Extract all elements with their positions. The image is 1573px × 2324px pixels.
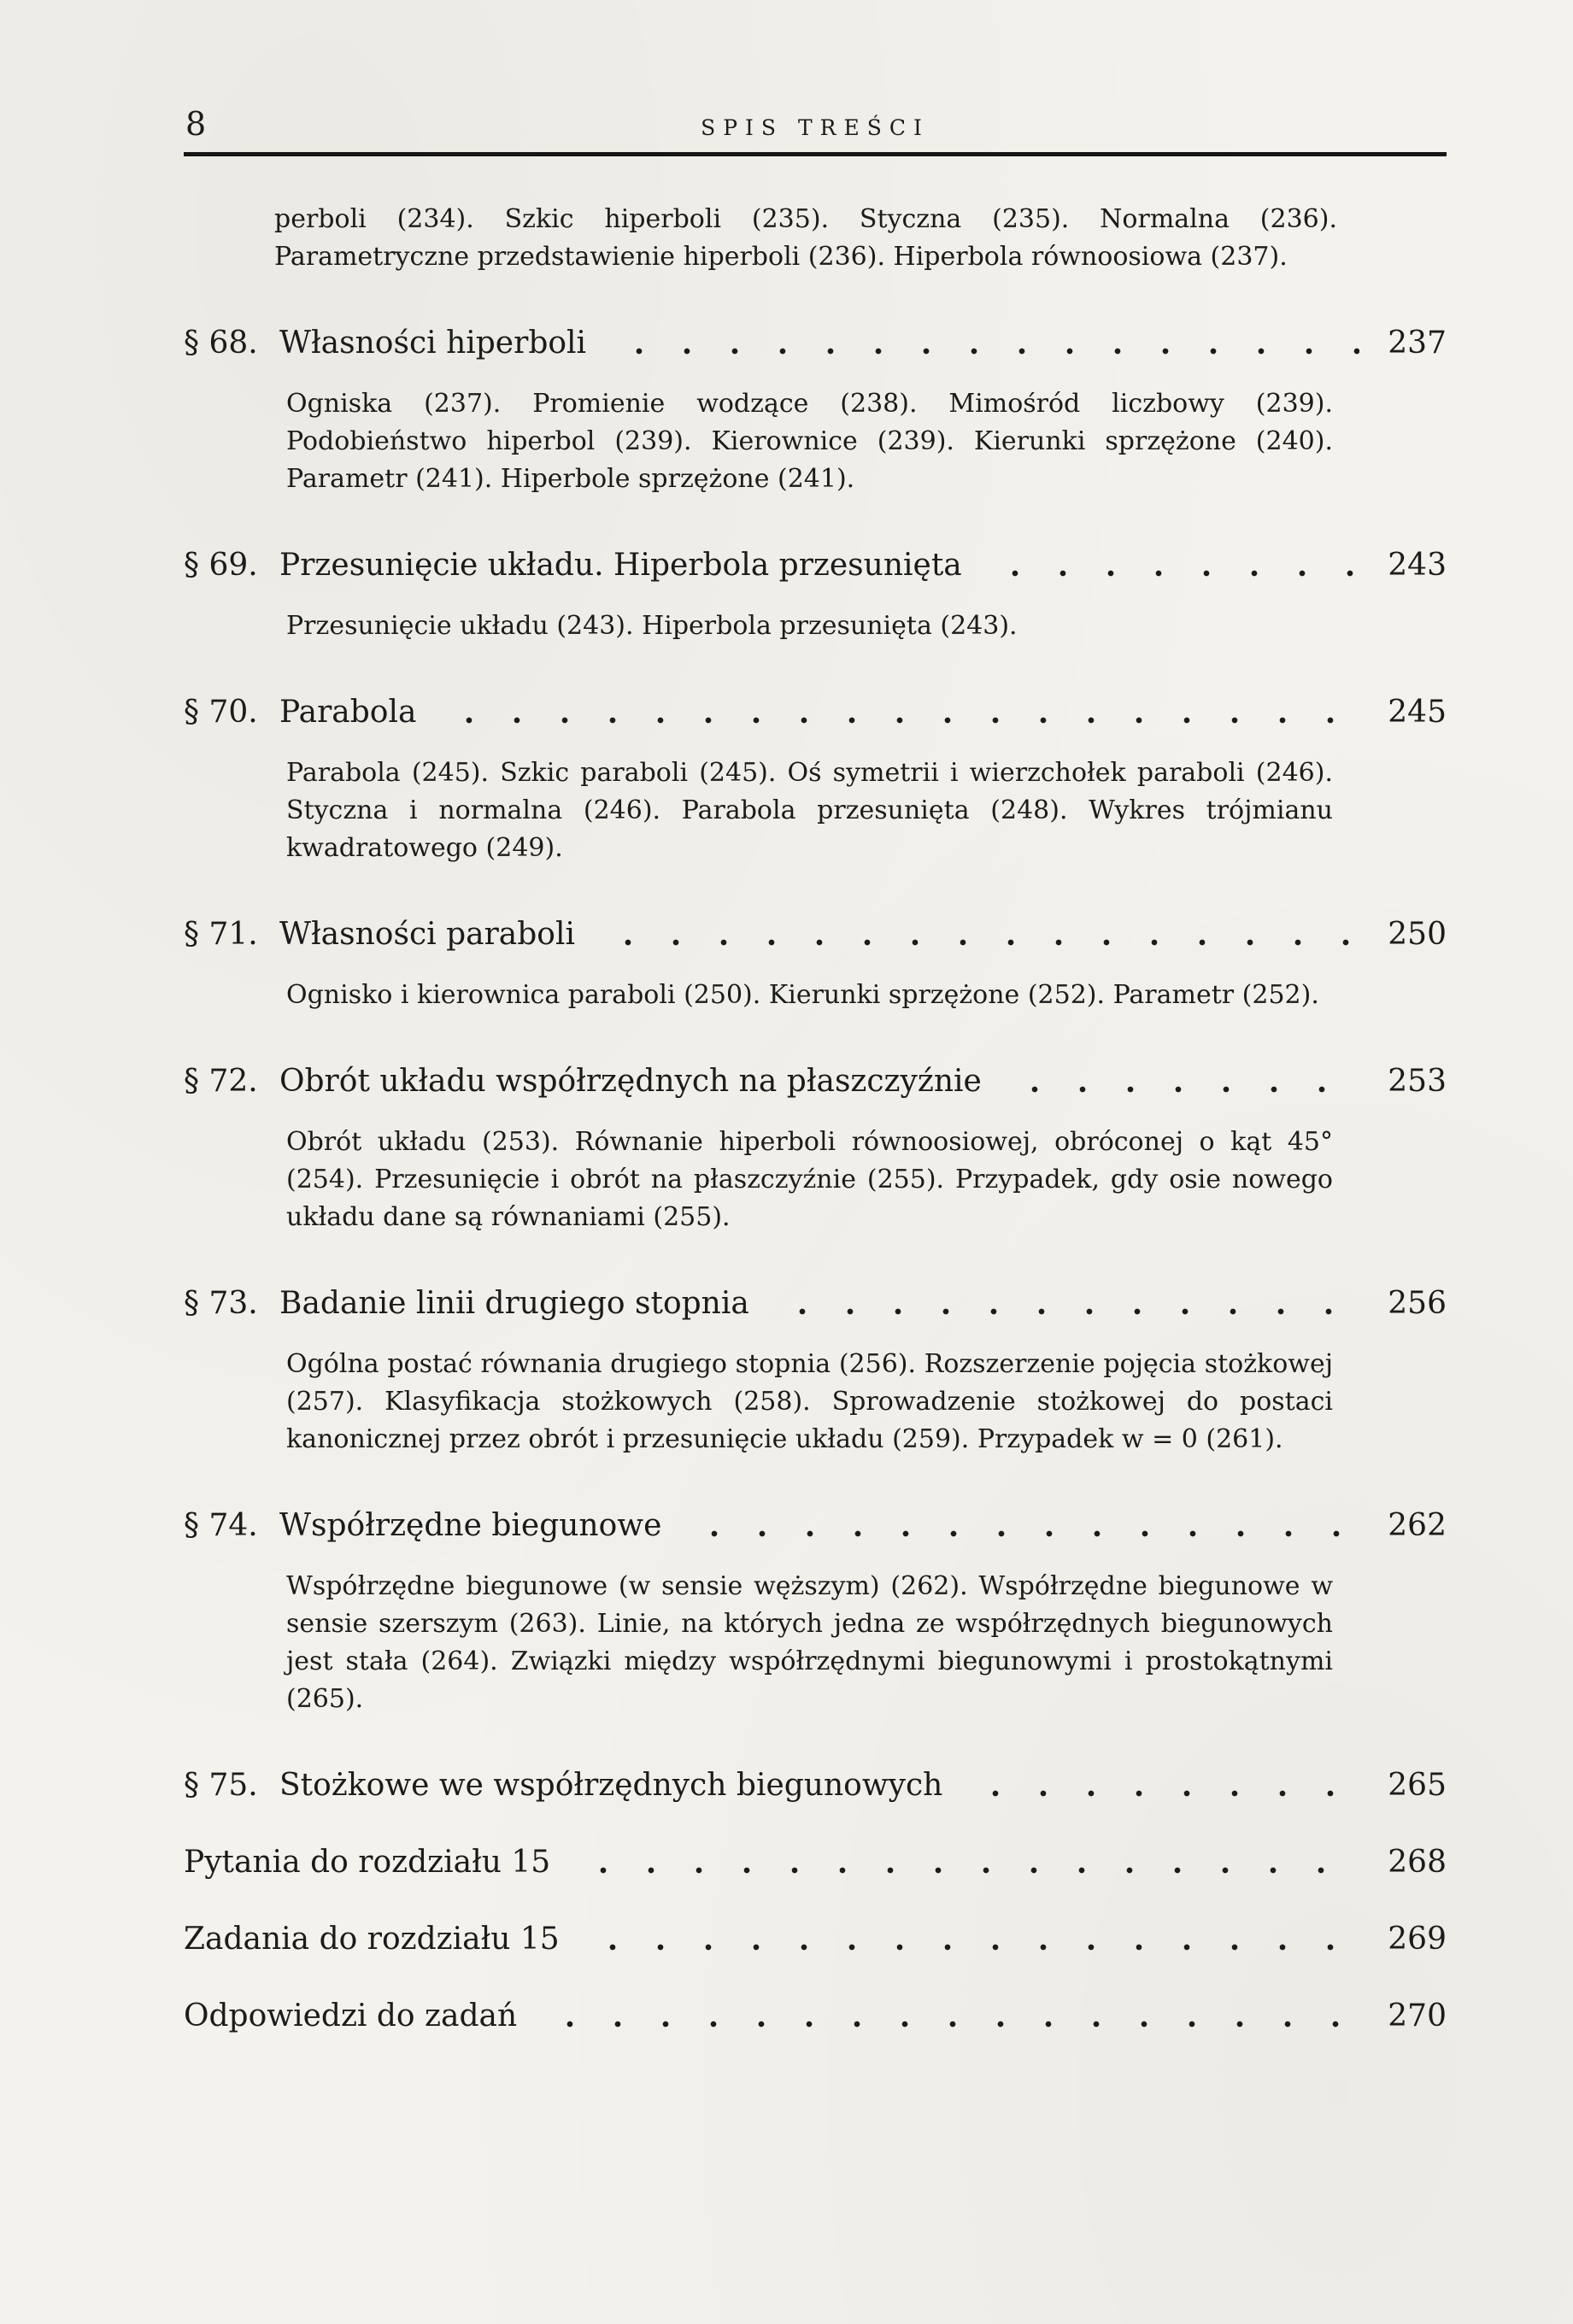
section-prefix: § 71. [184, 917, 258, 952]
target-page-number: 265 [1388, 1768, 1447, 1803]
toc-entry-head [184, 1506, 1447, 1546]
section-title: Własności hiperboli [279, 326, 587, 361]
target-page-number: 269 [1388, 1922, 1447, 1957]
section-title: Odpowiedzi do zadań [184, 1998, 518, 2034]
dot-leader [690, 1506, 1359, 1546]
section-prefix: § 68. [184, 326, 258, 361]
dot-leader [604, 915, 1359, 954]
dot-leader [991, 546, 1359, 585]
toc-entry-head [184, 1284, 1447, 1323]
target-page-number: 256 [1388, 1286, 1447, 1321]
toc-entry [184, 324, 1447, 498]
running-title: SPIS TREŚCI [701, 115, 930, 140]
target-page-number: 250 [1388, 917, 1447, 952]
section-prefix: § 69. [184, 548, 258, 583]
section-prefix: § 72. [184, 1064, 258, 1099]
section-title: Obrót układu współrzędnych na płaszczyźnie [279, 1064, 982, 1099]
section-prefix: § 74. [184, 1508, 258, 1543]
toc-entry [184, 1506, 1447, 1718]
section-description: Parabola (245). Szkic paraboli (245). Oś symetrii i wierzchołek paraboli (246). Styczna i normalna (246). Parabola przesunięta (248). Wykres trójmianu kwadratowego (249). [286, 758, 1333, 863]
toc-entry [184, 1284, 1447, 1458]
toc-entry [184, 1062, 1447, 1236]
toc-entry-head [184, 546, 1447, 585]
section-title: Pytania do rozdziału 15 [184, 1845, 551, 1880]
toc-entry [184, 1997, 1447, 2036]
toc-entry [184, 1920, 1447, 1959]
toc-entry-head [184, 324, 1447, 363]
continued-paragraph: perboli (234). Szkic hiperboli (235). Styczna (235). Normalna (236). Parametryczne przedstawienie hiperboli (236). Hiperbola równoosiowa (237). [274, 204, 1337, 272]
dot-leader [589, 1920, 1359, 1959]
section-description: Ognisko i kierownica paraboli (250). Kierunki sprzężone (252). Parametr (252). [286, 980, 1319, 1010]
dot-leader [615, 324, 1359, 363]
target-page-number: 253 [1388, 1064, 1447, 1099]
section-title: Stożkowe we współrzędnych biegunowych [279, 1768, 943, 1803]
dot-leader [579, 1843, 1359, 1882]
toc-entry-head [184, 1843, 1447, 1882]
toc-entry [184, 915, 1447, 1014]
target-page-number: 262 [1388, 1508, 1447, 1543]
section-description: Współrzędne biegunowe (w sensie węższym) (262). Współrzędne biegunowe w sensie szerszym (263). Linie, na których jedna ze współrzędnych biegunowych jest stała (264). Związki między współrzędnymi biegunowymi i prostokątnymi (265). [286, 1571, 1333, 1714]
section-description: Ogniska (237). Promienie wodzące (238). Mimośród liczbowy (239). Podobieństwo hiperbol (239). Kierownice (239). Kierunki sprzężone (240). Parametr (241). Hiperbole sprzężone (241). [286, 389, 1333, 494]
dot-leader [778, 1284, 1359, 1323]
dot-leader [1011, 1062, 1359, 1101]
toc-entry-head [184, 915, 1447, 954]
toc-entry [184, 1843, 1447, 1882]
toc-entry-head [184, 1997, 1447, 2036]
toc-entry [184, 693, 1447, 867]
target-page-number: 268 [1388, 1845, 1447, 1880]
section-prefix: § 75. [184, 1768, 258, 1803]
section-title: Współrzędne biegunowe [279, 1508, 662, 1543]
section-prefix: § 73. [184, 1286, 258, 1321]
target-page-number: 245 [1388, 695, 1447, 730]
dot-leader [971, 1766, 1359, 1805]
toc-entry-head [184, 1062, 1447, 1101]
toc-entry-head [184, 1920, 1447, 1959]
section-title: Parabola [279, 695, 417, 730]
dot-leader [445, 693, 1359, 732]
section-title: Zadania do rozdziału 15 [184, 1922, 560, 1957]
target-page-number: 237 [1388, 326, 1447, 361]
section-description: Przesunięcie układu (243). Hiperbola przesunięta (243). [286, 611, 1018, 641]
dot-leader [546, 1997, 1359, 2036]
section-title: Przesunięcie układu. Hiperbola przesunięta [279, 548, 962, 583]
page-number-folio: 8 [185, 105, 207, 143]
toc-entry [184, 1766, 1447, 1805]
toc-entry-head [184, 1766, 1447, 1805]
section-title: Badanie linii drugiego stopnia [279, 1286, 749, 1321]
toc-entry-head [184, 693, 1447, 732]
section-title: Własności paraboli [279, 917, 575, 952]
target-page-number: 243 [1388, 548, 1447, 583]
section-description: Obrót układu (253). Równanie hiperboli równoosiowej, obróconej o kąt 45° (254). Przesunięcie i obrót na płaszczyźnie (255). Przypadek, gdy osie nowego układu dane są równaniami (255). [286, 1127, 1333, 1232]
page-header [184, 99, 1447, 156]
section-prefix: § 70. [184, 695, 258, 730]
toc-entry [184, 546, 1447, 645]
section-description: Ogólna postać równania drugiego stopnia (256). Rozszerzenie pojęcia stożkowej (257). Klasyfikacja stożkowych (258). Sprowadzenie stożkowej do postaci kanonicznej przez obrót i przesunięcie układu (259). Przypadek w = 0 (261). [286, 1349, 1333, 1454]
target-page-number: 270 [1388, 1998, 1447, 2034]
